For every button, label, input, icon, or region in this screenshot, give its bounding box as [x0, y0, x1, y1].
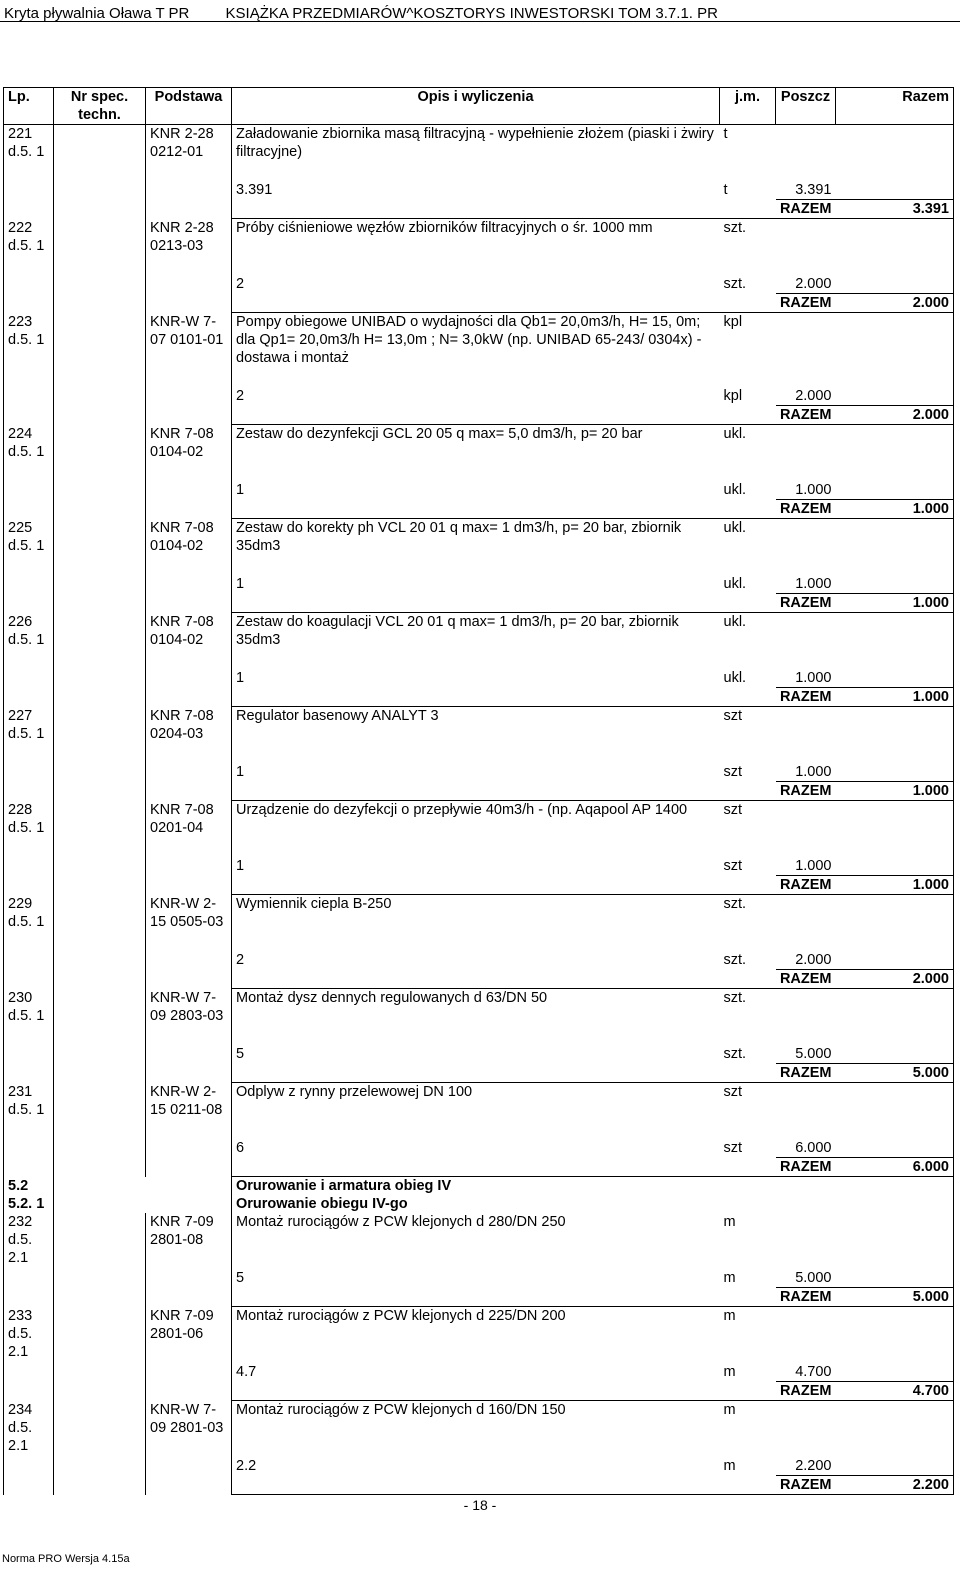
col-poszcz: Poszcz [776, 88, 836, 125]
item-blank-razem2 [836, 931, 954, 970]
item-calc-unit: szt. [723, 276, 747, 292]
item-blank-op [232, 294, 720, 313]
item-blank-jm [720, 406, 776, 425]
item-blank-jm [720, 500, 776, 519]
item-calc: 5 [236, 1046, 245, 1062]
table-row [4, 895, 954, 932]
item-blank [776, 1213, 836, 1249]
item-blank [776, 1307, 836, 1344]
item-calc: 3.391 [236, 182, 273, 198]
item-calc: 6 [236, 1140, 245, 1156]
item-calc: 4.7 [236, 1364, 257, 1380]
item-blank-jm [720, 876, 776, 895]
item-calc: 5 [236, 1270, 245, 1286]
item-blank-razem [836, 313, 954, 368]
item-calc-unit: m [723, 1458, 736, 1474]
table-row [4, 1213, 954, 1249]
item-unit: ukl. [723, 614, 747, 630]
item-podstawa: KNR 7-09 2801-08 [146, 1213, 232, 1307]
item-blank-jm [720, 688, 776, 707]
item-razem-label: RAZEM [776, 1382, 836, 1401]
item-lp: 222 d.5. 1 [4, 219, 54, 313]
item-calc: 2 [236, 276, 245, 292]
item-calc-unit: t [723, 182, 728, 198]
item-nr-spec [54, 613, 146, 707]
item-lp: 223 d.5. 1 [4, 313, 54, 425]
table-row [4, 989, 954, 1026]
item-unit: szt [723, 802, 743, 818]
item-unit: m [723, 1308, 736, 1324]
item-blank-jm [720, 1288, 776, 1307]
item-razem: 4.700 [836, 1382, 954, 1401]
item-blank-razem [836, 1213, 954, 1249]
item-unit: m [723, 1214, 736, 1230]
col-podstawa: Podstawa [146, 88, 232, 125]
item-poszcz: 2.000 [795, 276, 832, 292]
item-description: Pompy obiegowe UNIBAD o wydajności dla Qb1= 20,0m3/h, H= 15, 0m; dla Qp1= 20,0m3/h H= 13,0m ; N= 3,0kW (np. UNIBAD 65-243/ 0304x) -dostawa i montaż [236, 314, 702, 366]
item-razem: 2.000 [836, 406, 954, 425]
item-nr-spec [54, 707, 146, 801]
item-nr-spec [54, 1307, 146, 1401]
section-blank [54, 1177, 232, 1196]
item-calc: 1 [236, 576, 245, 592]
item-blank-op [232, 1382, 720, 1401]
item-razem: 6.000 [836, 1158, 954, 1177]
item-blank-op [232, 500, 720, 519]
item-blank-jm [720, 970, 776, 989]
section-row [4, 1195, 954, 1213]
item-calc-unit: ukl. [723, 670, 747, 686]
section-title: Orurowanie obiegu IV-go [236, 1196, 408, 1212]
item-calc-unit: ukl. [723, 576, 747, 592]
item-blank-razem2 [836, 1343, 954, 1382]
item-unit: szt [723, 1084, 743, 1100]
item-razem-label: RAZEM [776, 1476, 836, 1495]
item-poszcz: 3.391 [795, 182, 832, 198]
item-blank-op [232, 688, 720, 707]
item-poszcz: 2.000 [795, 952, 832, 968]
item-description: Montaż dysz dennych regulowanych d 63/DN 50 [236, 990, 548, 1006]
item-blank-razem [836, 219, 954, 256]
col-jm: j.m. [720, 88, 776, 125]
item-blank [776, 519, 836, 556]
item-blank-jm [720, 294, 776, 313]
item-blank [776, 1401, 836, 1438]
item-razem-label: RAZEM [776, 500, 836, 519]
item-blank-razem2 [836, 367, 954, 406]
item-blank [776, 1083, 836, 1120]
item-description: Montaż rurociągów z PCW klejonych d 225/DN 200 [236, 1308, 566, 1324]
item-calc: 1 [236, 482, 245, 498]
item-description: Zestaw do dezynfekcji GCL 20 05 q max= 5,0 dm3/h, p= 20 bar [236, 426, 643, 442]
item-razem: 2.200 [836, 1476, 954, 1495]
item-nr-spec [54, 219, 146, 313]
item-razem: 1.000 [836, 876, 954, 895]
col-nr-spec: Nr spec. techn. [54, 88, 146, 125]
item-razem-label: RAZEM [776, 594, 836, 613]
item-razem: 1.000 [836, 500, 954, 519]
item-blank-razem [836, 425, 954, 462]
item-blank [776, 125, 836, 162]
item-blank-jm [720, 1476, 776, 1495]
table-row [4, 801, 954, 838]
item-podstawa: KNR 7-08 0104-02 [146, 519, 232, 613]
item-blank-razem [836, 989, 954, 1026]
item-razem: 5.000 [836, 1288, 954, 1307]
section-lp: 5.2. 1 [4, 1195, 54, 1213]
item-poszcz: 5.000 [795, 1270, 832, 1286]
item-poszcz: 1.000 [795, 670, 832, 686]
item-podstawa: KNR 7-09 2801-06 [146, 1307, 232, 1401]
item-description: Regulator basenowy ANALYT 3 [236, 708, 439, 724]
item-razem: 1.000 [836, 594, 954, 613]
item-podstawa: KNR-W 2-15 0211-08 [146, 1083, 232, 1177]
item-razem: 5.000 [836, 1064, 954, 1083]
item-blank-jm [720, 200, 776, 219]
item-blank-op [232, 1064, 720, 1083]
item-razem-label: RAZEM [776, 294, 836, 313]
item-poszcz: 6.000 [795, 1140, 832, 1156]
item-blank-op [232, 406, 720, 425]
item-unit: m [723, 1402, 736, 1418]
item-unit: t [723, 126, 728, 142]
item-lp: 227 d.5. 1 [4, 707, 54, 801]
item-unit: szt. [723, 990, 747, 1006]
item-description: Załadowanie zbiornika masą filtracyjną - wypełnienie złożem (piaski i żwiry filtracyjne) [236, 126, 714, 160]
item-blank-razem2 [836, 555, 954, 594]
item-blank-op [232, 782, 720, 801]
item-calc-unit: m [723, 1364, 736, 1380]
item-blank-razem [836, 707, 954, 744]
item-blank-razem [836, 613, 954, 650]
item-description: Montaż rurociągów z PCW klejonych d 160/DN 150 [236, 1402, 566, 1418]
item-description: Próby ciśnieniowe węzłów zbiorników filtracyjnych o śr. 1000 mm [236, 220, 653, 236]
table-row [4, 519, 954, 556]
table-row [4, 613, 954, 650]
section-lp: 5.2 [4, 1177, 54, 1196]
item-blank-razem [836, 1307, 954, 1344]
item-podstawa: KNR-W 7-09 2801-03 [146, 1401, 232, 1495]
item-lp: 221 d.5. 1 [4, 125, 54, 219]
item-description: Urządzenie do dezyfekcji o przepływie 40m3/h - (np. Aqapool AP 1400 [236, 802, 688, 818]
item-lp: 230 d.5. 1 [4, 989, 54, 1083]
item-description: Zestaw do korekty ph VCL 20 01 q max= 1 dm3/h, p= 20 bar, zbiornik 35dm3 [236, 520, 682, 554]
section-row [4, 1177, 954, 1196]
table-row [4, 125, 954, 162]
item-blank-razem2 [836, 161, 954, 200]
item-blank-razem2 [836, 649, 954, 688]
table-row [4, 1307, 954, 1344]
item-blank-op [232, 876, 720, 895]
project-name: Kryta pływalnia Oława T PR [4, 5, 190, 22]
item-unit: szt. [723, 896, 747, 912]
item-blank-jm [720, 1158, 776, 1177]
item-calc: 1 [236, 670, 245, 686]
item-calc-unit: ukl. [723, 482, 747, 498]
item-razem-label: RAZEM [776, 1288, 836, 1307]
item-poszcz: 5.000 [795, 1046, 832, 1062]
item-blank-razem [836, 1083, 954, 1120]
document-title: KSIĄŻKA PRZEDMIARÓW^KOSZTORYS INWESTORSKI TOM 3.7.1. PR [225, 5, 718, 22]
item-poszcz: 1.000 [795, 858, 832, 874]
item-blank-op [232, 1158, 720, 1177]
item-blank [776, 425, 836, 462]
item-lp: 224 d.5. 1 [4, 425, 54, 519]
table-row [4, 707, 954, 744]
item-blank-jm [720, 1064, 776, 1083]
item-description: Odplyw z rynny przelewowej DN 100 [236, 1084, 473, 1100]
table-row [4, 1083, 954, 1120]
item-calc: 2 [236, 952, 245, 968]
item-poszcz: 1.000 [795, 576, 832, 592]
item-blank-razem2 [836, 1119, 954, 1158]
item-blank-razem2 [836, 837, 954, 876]
item-podstawa: KNR 7-08 0204-03 [146, 707, 232, 801]
item-lp: 229 d.5. 1 [4, 895, 54, 989]
item-lp: 231 d.5. 1 [4, 1083, 54, 1177]
item-blank [776, 613, 836, 650]
item-poszcz: 1.000 [795, 764, 832, 780]
item-blank-razem [836, 125, 954, 162]
item-podstawa: KNR-W 7-09 2803-03 [146, 989, 232, 1083]
table-body [4, 125, 954, 1495]
item-blank-jm [720, 782, 776, 801]
item-podstawa: KNR-W 2-15 0505-03 [146, 895, 232, 989]
item-lp: 228 d.5. 1 [4, 801, 54, 895]
col-lp: Lp. [4, 88, 54, 125]
item-razem: 1.000 [836, 688, 954, 707]
item-razem: 2.000 [836, 294, 954, 313]
item-blank-razem [836, 895, 954, 932]
item-blank [776, 801, 836, 838]
item-lp: 234 d.5. 2.1 [4, 1401, 54, 1495]
col-opis: Opis i wyliczenia [232, 88, 720, 125]
item-description: Montaż rurociągów z PCW klejonych d 280/DN 250 [236, 1214, 566, 1230]
item-razem: 3.391 [836, 200, 954, 219]
item-nr-spec [54, 313, 146, 425]
item-razem-label: RAZEM [776, 970, 836, 989]
section-blank [54, 1195, 232, 1213]
item-razem-label: RAZEM [776, 200, 836, 219]
item-calc-unit: szt [723, 858, 743, 874]
item-blank-razem2 [836, 255, 954, 294]
item-unit: ukl. [723, 426, 747, 442]
item-unit: szt [723, 708, 743, 724]
item-blank-razem [836, 801, 954, 838]
item-calc: 1 [236, 764, 245, 780]
item-unit: kpl [723, 314, 743, 330]
item-unit: ukl. [723, 520, 747, 536]
item-calc-unit: szt. [723, 1046, 747, 1062]
item-calc-unit: szt [723, 764, 743, 780]
item-razem: 1.000 [836, 782, 954, 801]
item-nr-spec [54, 519, 146, 613]
item-podstawa: KNR 2-28 0212-01 [146, 125, 232, 219]
item-nr-spec [54, 1083, 146, 1177]
item-blank-razem2 [836, 1437, 954, 1476]
item-blank-op [232, 594, 720, 613]
item-razem: 2.000 [836, 970, 954, 989]
program-version: Norma PRO Wersja 4.15a [2, 1553, 130, 1565]
item-calc: 2.2 [236, 1458, 257, 1474]
item-blank-op [232, 200, 720, 219]
item-blank-op [232, 1476, 720, 1495]
item-blank-jm [720, 594, 776, 613]
item-blank [776, 707, 836, 744]
item-razem-label: RAZEM [776, 1158, 836, 1177]
item-poszcz: 1.000 [795, 482, 832, 498]
item-lp: 226 d.5. 1 [4, 613, 54, 707]
table-row [4, 219, 954, 256]
item-blank [776, 895, 836, 932]
item-podstawa: KNR-W 7-07 0101-01 [146, 313, 232, 425]
table-row [4, 313, 954, 368]
item-nr-spec [54, 125, 146, 219]
item-poszcz: 4.700 [795, 1364, 832, 1380]
item-blank-razem2 [836, 461, 954, 500]
item-blank-op [232, 1288, 720, 1307]
item-calc-unit: szt [723, 1140, 743, 1156]
item-calc-unit: m [723, 1270, 736, 1286]
item-poszcz: 2.200 [795, 1458, 832, 1474]
item-unit: szt. [723, 220, 747, 236]
item-blank-razem2 [836, 1249, 954, 1288]
cost-table [3, 87, 954, 1495]
item-lp: 232 d.5. 2.1 [4, 1213, 54, 1307]
item-blank-jm [720, 1382, 776, 1401]
item-description: Wymiennik ciepla B-250 [236, 896, 392, 912]
item-podstawa: KNR 2-28 0213-03 [146, 219, 232, 313]
item-blank-razem2 [836, 743, 954, 782]
item-razem-label: RAZEM [776, 876, 836, 895]
item-razem-label: RAZEM [776, 782, 836, 801]
item-calc-unit: kpl [723, 388, 743, 404]
item-nr-spec [54, 989, 146, 1083]
item-calc-unit: szt. [723, 952, 747, 968]
item-calc: 2 [236, 388, 245, 404]
table-row [4, 425, 954, 462]
item-nr-spec [54, 425, 146, 519]
item-nr-spec [54, 1401, 146, 1495]
document-header [0, 0, 960, 22]
item-razem-label: RAZEM [776, 406, 836, 425]
item-blank [776, 989, 836, 1026]
item-razem-label: RAZEM [776, 1064, 836, 1083]
item-nr-spec [54, 801, 146, 895]
item-lp: 233 d.5. 2.1 [4, 1307, 54, 1401]
table-header-row [4, 88, 954, 125]
section-blank-razem [836, 1177, 954, 1196]
item-blank-op [232, 970, 720, 989]
item-blank-razem [836, 1401, 954, 1438]
item-blank-razem2 [836, 1025, 954, 1064]
table-row [4, 1401, 954, 1438]
item-calc: 1 [236, 858, 245, 874]
item-blank-razem [836, 519, 954, 556]
item-podstawa: KNR 7-08 0104-02 [146, 613, 232, 707]
col-razem: Razem [836, 88, 954, 125]
item-blank [776, 313, 836, 368]
item-podstawa: KNR 7-08 0104-02 [146, 425, 232, 519]
item-nr-spec [54, 895, 146, 989]
section-title: Orurowanie i armatura obieg IV [236, 1178, 452, 1194]
section-blank-razem [836, 1195, 954, 1213]
item-nr-spec [54, 1213, 146, 1307]
item-podstawa: KNR 7-08 0201-04 [146, 801, 232, 895]
item-blank [776, 219, 836, 256]
item-lp: 225 d.5. 1 [4, 519, 54, 613]
item-poszcz: 2.000 [795, 388, 832, 404]
page-number: - 18 - [463, 1497, 497, 1513]
item-razem-label: RAZEM [776, 688, 836, 707]
item-description: Zestaw do koagulacji VCL 20 01 q max= 1 dm3/h, p= 20 bar, zbiornik 35dm3 [236, 614, 679, 648]
